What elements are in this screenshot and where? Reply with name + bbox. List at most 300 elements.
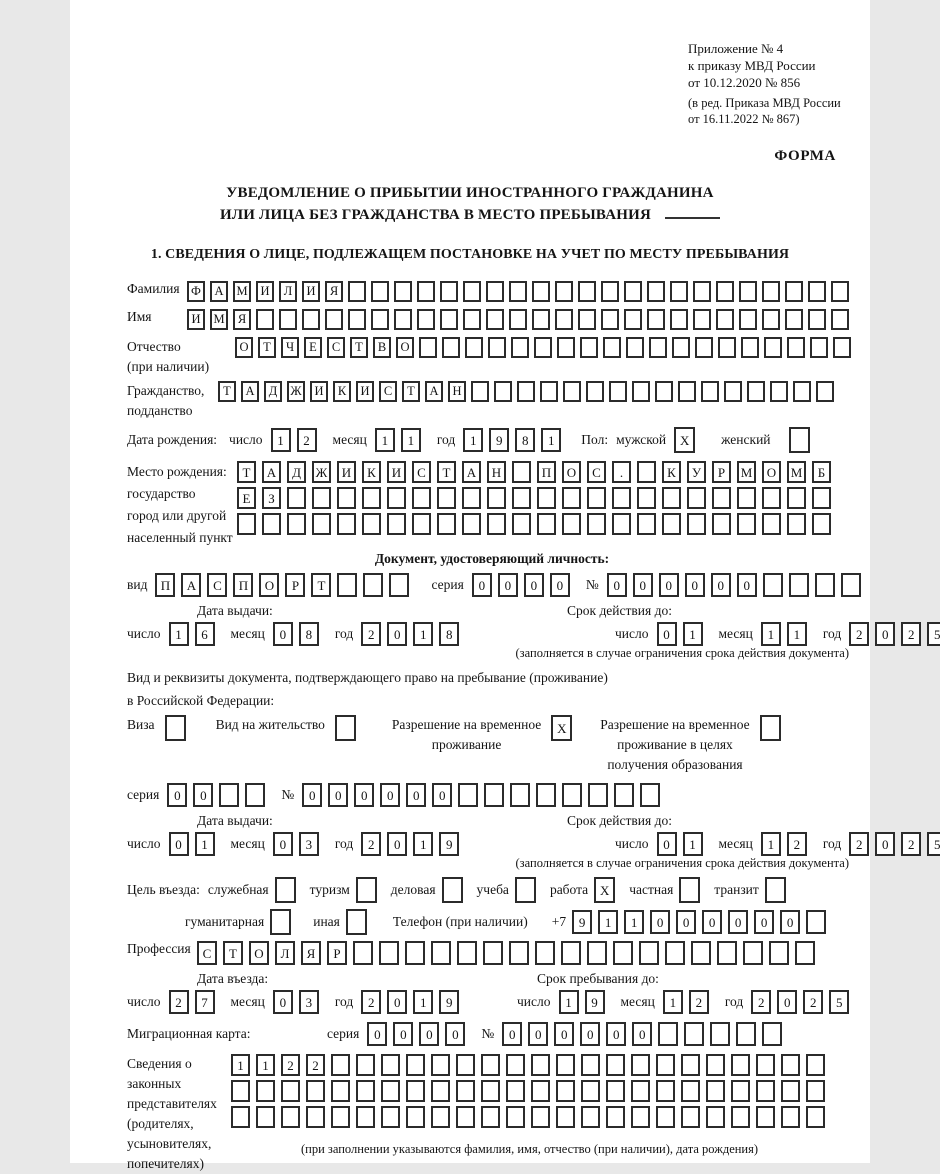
char-cell[interactable] (662, 513, 681, 535)
char-cell[interactable] (737, 487, 756, 509)
char-cell[interactable]: 1 (559, 990, 579, 1014)
char-cell[interactable]: 0 (193, 783, 213, 807)
char-cell[interactable]: И (302, 281, 320, 302)
char-cell[interactable] (795, 941, 815, 965)
char-cell[interactable] (601, 281, 619, 302)
char-cell[interactable] (379, 941, 399, 965)
char-cell[interactable]: 0 (445, 1022, 465, 1046)
char-cell[interactable]: 0 (711, 573, 731, 597)
char-cell[interactable] (562, 513, 581, 535)
char-cell[interactable]: 0 (632, 1022, 652, 1046)
char-cell[interactable]: 0 (393, 1022, 413, 1046)
char-cell[interactable] (612, 487, 631, 509)
char-cell[interactable] (765, 877, 786, 903)
char-cell[interactable]: 0 (354, 783, 374, 807)
char-cell[interactable]: Р (712, 461, 731, 483)
char-cell[interactable] (785, 309, 803, 330)
migration-series-boxes[interactable] (367, 1022, 471, 1046)
char-cell[interactable] (731, 1080, 750, 1102)
char-cell[interactable] (756, 1080, 775, 1102)
char-cell[interactable] (337, 487, 356, 509)
char-cell[interactable] (716, 309, 734, 330)
char-cell[interactable] (331, 1080, 350, 1102)
char-cell[interactable] (743, 941, 763, 965)
char-cell[interactable]: О (235, 337, 253, 358)
char-cell[interactable]: Ч (281, 337, 299, 358)
char-cell[interactable]: И (187, 309, 205, 330)
char-cell[interactable] (763, 573, 783, 597)
char-cell[interactable]: 0 (167, 783, 187, 807)
char-cell[interactable] (606, 1054, 625, 1076)
char-cell[interactable] (302, 309, 320, 330)
char-cell[interactable] (639, 941, 659, 965)
char-cell[interactable] (681, 1054, 700, 1076)
char-cell[interactable] (510, 783, 530, 807)
char-cell[interactable]: X (674, 427, 695, 453)
char-cell[interactable]: X (551, 715, 572, 741)
char-cell[interactable] (387, 513, 406, 535)
char-cell[interactable] (647, 309, 665, 330)
entry-day-boxes[interactable] (169, 990, 221, 1014)
char-cell[interactable] (687, 513, 706, 535)
sex-female-checkbox[interactable] (789, 427, 810, 453)
char-cell[interactable] (531, 1054, 550, 1076)
char-cell[interactable]: 0 (676, 910, 696, 934)
stay-year-boxes[interactable] (751, 990, 855, 1014)
char-cell[interactable] (695, 337, 713, 358)
char-cell[interactable]: 1 (761, 832, 781, 856)
char-cell[interactable] (781, 1080, 800, 1102)
char-cell[interactable]: 0 (554, 1022, 574, 1046)
patronymic-boxes[interactable] (235, 337, 856, 358)
residence-issue-year-boxes[interactable] (361, 832, 465, 856)
char-cell[interactable] (506, 1054, 525, 1076)
char-cell[interactable] (362, 487, 381, 509)
char-cell[interactable]: 2 (361, 990, 381, 1014)
char-cell[interactable]: 0 (528, 1022, 548, 1046)
char-cell[interactable]: 1 (271, 428, 291, 452)
char-cell[interactable]: 1 (231, 1054, 250, 1076)
char-cell[interactable] (557, 337, 575, 358)
char-cell[interactable]: С (207, 573, 227, 597)
char-cell[interactable] (555, 309, 573, 330)
char-cell[interactable]: К (362, 461, 381, 483)
char-cell[interactable] (531, 1080, 550, 1102)
char-cell[interactable]: С (379, 381, 397, 402)
birth-day-boxes[interactable] (271, 428, 323, 452)
char-cell[interactable]: 1 (787, 622, 807, 646)
char-cell[interactable] (406, 1054, 425, 1076)
char-cell[interactable]: 1 (413, 990, 433, 1014)
char-cell[interactable] (245, 783, 265, 807)
char-cell[interactable] (471, 381, 489, 402)
char-cell[interactable] (681, 1080, 700, 1102)
representatives-row3-boxes[interactable] (231, 1106, 831, 1128)
char-cell[interactable] (578, 281, 596, 302)
char-cell[interactable] (348, 309, 366, 330)
char-cell[interactable] (356, 1080, 375, 1102)
surname-boxes[interactable] (187, 281, 854, 302)
char-cell[interactable] (353, 941, 373, 965)
char-cell[interactable]: Б (812, 461, 831, 483)
char-cell[interactable] (812, 487, 831, 509)
char-cell[interactable] (656, 1080, 675, 1102)
char-cell[interactable] (431, 941, 451, 965)
char-cell[interactable] (606, 1080, 625, 1102)
char-cell[interactable] (431, 1106, 450, 1128)
char-cell[interactable] (587, 941, 607, 965)
char-cell[interactable]: М (233, 281, 251, 302)
residence-issue-month-boxes[interactable] (273, 832, 325, 856)
char-cell[interactable]: 0 (550, 573, 570, 597)
char-cell[interactable] (437, 513, 456, 535)
char-cell[interactable] (331, 1054, 350, 1076)
char-cell[interactable] (531, 1106, 550, 1128)
char-cell[interactable] (647, 281, 665, 302)
char-cell[interactable] (731, 1106, 750, 1128)
char-cell[interactable]: С (412, 461, 431, 483)
char-cell[interactable] (262, 513, 281, 535)
char-cell[interactable] (587, 487, 606, 509)
char-cell[interactable] (816, 381, 834, 402)
char-cell[interactable] (512, 513, 531, 535)
char-cell[interactable]: 0 (387, 990, 407, 1014)
char-cell[interactable]: У (687, 461, 706, 483)
char-cell[interactable] (631, 1106, 650, 1128)
char-cell[interactable] (537, 513, 556, 535)
phone-boxes[interactable] (572, 910, 832, 934)
char-cell[interactable]: 2 (787, 832, 807, 856)
char-cell[interactable] (631, 1054, 650, 1076)
char-cell[interactable] (672, 337, 690, 358)
char-cell[interactable] (275, 877, 296, 903)
char-cell[interactable]: 0 (702, 910, 722, 934)
char-cell[interactable] (394, 281, 412, 302)
char-cell[interactable] (509, 941, 529, 965)
residence-issue-day-boxes[interactable] (169, 832, 221, 856)
char-cell[interactable] (465, 337, 483, 358)
char-cell[interactable] (405, 941, 425, 965)
expiry-year-boxes[interactable] (849, 622, 940, 646)
char-cell[interactable] (741, 337, 759, 358)
char-cell[interactable] (462, 513, 481, 535)
char-cell[interactable] (624, 309, 642, 330)
char-cell[interactable]: О (562, 461, 581, 483)
char-cell[interactable]: А (241, 381, 259, 402)
char-cell[interactable]: А (181, 573, 201, 597)
char-cell[interactable]: 0 (580, 1022, 600, 1046)
char-cell[interactable] (833, 337, 851, 358)
char-cell[interactable]: Т (218, 381, 236, 402)
birth-month-boxes[interactable] (375, 428, 427, 452)
purpose-business-checkbox[interactable] (442, 877, 463, 903)
char-cell[interactable] (603, 337, 621, 358)
char-cell[interactable] (656, 1054, 675, 1076)
char-cell[interactable] (540, 381, 558, 402)
char-cell[interactable] (534, 337, 552, 358)
char-cell[interactable] (509, 309, 527, 330)
char-cell[interactable]: 1 (683, 622, 703, 646)
char-cell[interactable] (270, 909, 291, 935)
char-cell[interactable] (363, 573, 383, 597)
char-cell[interactable]: Л (279, 281, 297, 302)
char-cell[interactable]: 0 (728, 910, 748, 934)
char-cell[interactable] (506, 1080, 525, 1102)
char-cell[interactable]: Н (448, 381, 466, 402)
char-cell[interactable] (731, 1054, 750, 1076)
char-cell[interactable] (580, 337, 598, 358)
residence-expiry-day-boxes[interactable] (657, 832, 709, 856)
entry-year-boxes[interactable] (361, 990, 465, 1014)
purpose-work-checkbox[interactable] (594, 877, 615, 903)
char-cell[interactable] (511, 337, 529, 358)
char-cell[interactable]: 9 (572, 910, 592, 934)
char-cell[interactable] (517, 381, 535, 402)
char-cell[interactable] (724, 381, 742, 402)
char-cell[interactable]: 9 (439, 832, 459, 856)
char-cell[interactable] (509, 281, 527, 302)
purpose-tourism-checkbox[interactable] (356, 877, 377, 903)
char-cell[interactable]: 1 (761, 622, 781, 646)
char-cell[interactable]: 2 (689, 990, 709, 1014)
char-cell[interactable]: К (662, 461, 681, 483)
char-cell[interactable] (456, 1054, 475, 1076)
char-cell[interactable] (712, 513, 731, 535)
char-cell[interactable]: 0 (659, 573, 679, 597)
representatives-row1-boxes[interactable] (231, 1054, 831, 1076)
char-cell[interactable] (806, 1106, 825, 1128)
char-cell[interactable] (626, 337, 644, 358)
purpose-private-checkbox[interactable] (679, 877, 700, 903)
char-cell[interactable] (678, 381, 696, 402)
char-cell[interactable] (710, 1022, 730, 1046)
char-cell[interactable] (356, 1106, 375, 1128)
char-cell[interactable]: С (197, 941, 217, 965)
char-cell[interactable]: З (262, 487, 281, 509)
char-cell[interactable] (762, 1022, 782, 1046)
char-cell[interactable]: Р (327, 941, 347, 965)
char-cell[interactable] (562, 783, 582, 807)
char-cell[interactable] (640, 783, 660, 807)
char-cell[interactable] (781, 1054, 800, 1076)
char-cell[interactable] (362, 513, 381, 535)
char-cell[interactable]: М (210, 309, 228, 330)
char-cell[interactable] (279, 309, 297, 330)
char-cell[interactable]: Р (285, 573, 305, 597)
char-cell[interactable]: 0 (780, 910, 800, 934)
char-cell[interactable]: 2 (751, 990, 771, 1014)
char-cell[interactable] (219, 783, 239, 807)
char-cell[interactable]: X (594, 877, 615, 903)
char-cell[interactable]: Т (258, 337, 276, 358)
char-cell[interactable]: Я (301, 941, 321, 965)
char-cell[interactable]: А (425, 381, 443, 402)
char-cell[interactable] (406, 1080, 425, 1102)
char-cell[interactable] (325, 309, 343, 330)
char-cell[interactable]: 0 (777, 990, 797, 1014)
char-cell[interactable]: С (587, 461, 606, 483)
char-cell[interactable] (810, 337, 828, 358)
char-cell[interactable]: 2 (901, 832, 921, 856)
char-cell[interactable] (356, 1054, 375, 1076)
char-cell[interactable]: 0 (685, 573, 705, 597)
char-cell[interactable] (739, 281, 757, 302)
char-cell[interactable] (764, 337, 782, 358)
char-cell[interactable]: Я (325, 281, 343, 302)
expiry-day-boxes[interactable] (657, 622, 709, 646)
char-cell[interactable] (762, 281, 780, 302)
char-cell[interactable]: 0 (498, 573, 518, 597)
char-cell[interactable]: 0 (650, 910, 670, 934)
char-cell[interactable] (535, 941, 555, 965)
residence-series-boxes[interactable] (167, 783, 271, 807)
char-cell[interactable]: М (787, 461, 806, 483)
char-cell[interactable] (237, 513, 256, 535)
char-cell[interactable]: 2 (803, 990, 823, 1014)
char-cell[interactable]: К (333, 381, 351, 402)
char-cell[interactable]: В (373, 337, 391, 358)
char-cell[interactable]: 1 (598, 910, 618, 934)
citizenship-boxes[interactable] (218, 381, 839, 402)
char-cell[interactable] (739, 309, 757, 330)
birth-place-row2-boxes[interactable] (237, 487, 837, 509)
char-cell[interactable] (165, 715, 186, 741)
char-cell[interactable]: О (259, 573, 279, 597)
residence-expiry-year-boxes[interactable] (849, 832, 940, 856)
residence-permit-checkbox[interactable] (335, 715, 356, 741)
purpose-transit-checkbox[interactable] (765, 877, 786, 903)
char-cell[interactable] (693, 281, 711, 302)
char-cell[interactable]: . (612, 461, 631, 483)
char-cell[interactable] (712, 487, 731, 509)
char-cell[interactable] (736, 1022, 756, 1046)
char-cell[interactable] (637, 513, 656, 535)
char-cell[interactable]: 5 (927, 832, 940, 856)
char-cell[interactable]: Н (487, 461, 506, 483)
char-cell[interactable]: 2 (849, 832, 869, 856)
char-cell[interactable] (769, 941, 789, 965)
char-cell[interactable] (437, 487, 456, 509)
char-cell[interactable] (563, 381, 581, 402)
char-cell[interactable]: 0 (472, 573, 492, 597)
char-cell[interactable]: 1 (663, 990, 683, 1014)
char-cell[interactable]: 0 (406, 783, 426, 807)
profession-boxes[interactable] (197, 941, 821, 965)
char-cell[interactable] (693, 309, 711, 330)
char-cell[interactable]: 0 (367, 1022, 387, 1046)
char-cell[interactable]: О (762, 461, 781, 483)
temp-residence-education-checkbox[interactable] (760, 715, 781, 741)
char-cell[interactable] (532, 309, 550, 330)
char-cell[interactable]: 1 (683, 832, 703, 856)
char-cell[interactable]: П (233, 573, 253, 597)
char-cell[interactable]: 9 (585, 990, 605, 1014)
char-cell[interactable]: 0 (169, 832, 189, 856)
char-cell[interactable] (537, 487, 556, 509)
char-cell[interactable]: И (337, 461, 356, 483)
birth-year-boxes[interactable] (463, 428, 567, 452)
char-cell[interactable] (831, 281, 849, 302)
char-cell[interactable] (561, 941, 581, 965)
char-cell[interactable] (718, 337, 736, 358)
doc-number-boxes[interactable] (607, 573, 867, 597)
char-cell[interactable]: Т (437, 461, 456, 483)
char-cell[interactable] (457, 941, 477, 965)
char-cell[interactable]: 1 (195, 832, 215, 856)
issue-month-boxes[interactable] (273, 622, 325, 646)
char-cell[interactable] (581, 1080, 600, 1102)
char-cell[interactable]: Т (237, 461, 256, 483)
char-cell[interactable]: 0 (633, 573, 653, 597)
char-cell[interactable]: 1 (624, 910, 644, 934)
char-cell[interactable] (841, 573, 861, 597)
char-cell[interactable]: 1 (375, 428, 395, 452)
purpose-humanitarian-checkbox[interactable] (270, 909, 291, 935)
char-cell[interactable] (581, 1054, 600, 1076)
char-cell[interactable]: Ж (287, 381, 305, 402)
char-cell[interactable]: 9 (489, 428, 509, 452)
char-cell[interactable] (394, 309, 412, 330)
char-cell[interactable] (806, 1080, 825, 1102)
char-cell[interactable] (747, 381, 765, 402)
char-cell[interactable]: Т (311, 573, 331, 597)
char-cell[interactable]: 0 (754, 910, 774, 934)
char-cell[interactable] (655, 381, 673, 402)
char-cell[interactable] (681, 1106, 700, 1128)
char-cell[interactable] (684, 1022, 704, 1046)
char-cell[interactable] (789, 573, 809, 597)
char-cell[interactable]: Е (237, 487, 256, 509)
char-cell[interactable] (555, 281, 573, 302)
char-cell[interactable]: 0 (737, 573, 757, 597)
char-cell[interactable] (770, 381, 788, 402)
char-cell[interactable] (431, 1080, 450, 1102)
char-cell[interactable] (417, 281, 435, 302)
char-cell[interactable] (701, 381, 719, 402)
representatives-row2-boxes[interactable] (231, 1080, 831, 1102)
char-cell[interactable]: Ф (187, 281, 205, 302)
char-cell[interactable] (637, 487, 656, 509)
char-cell[interactable]: П (537, 461, 556, 483)
char-cell[interactable]: 0 (273, 622, 293, 646)
char-cell[interactable] (679, 877, 700, 903)
char-cell[interactable] (662, 487, 681, 509)
char-cell[interactable] (762, 309, 780, 330)
char-cell[interactable] (756, 1106, 775, 1128)
doc-kind-boxes[interactable] (155, 573, 415, 597)
char-cell[interactable] (481, 1054, 500, 1076)
char-cell[interactable] (440, 309, 458, 330)
char-cell[interactable] (456, 1106, 475, 1128)
char-cell[interactable] (581, 1106, 600, 1128)
char-cell[interactable] (588, 783, 608, 807)
char-cell[interactable] (456, 1080, 475, 1102)
birth-place-row3-boxes[interactable] (237, 513, 837, 535)
char-cell[interactable] (556, 1080, 575, 1102)
char-cell[interactable]: А (262, 461, 281, 483)
stay-month-boxes[interactable] (663, 990, 715, 1014)
char-cell[interactable] (737, 513, 756, 535)
char-cell[interactable] (806, 910, 826, 934)
char-cell[interactable] (431, 1054, 450, 1076)
char-cell[interactable] (256, 309, 274, 330)
char-cell[interactable]: 0 (328, 783, 348, 807)
char-cell[interactable]: 0 (387, 622, 407, 646)
char-cell[interactable]: 2 (281, 1054, 300, 1076)
char-cell[interactable]: Д (287, 461, 306, 483)
char-cell[interactable] (506, 1106, 525, 1128)
char-cell[interactable] (381, 1080, 400, 1102)
